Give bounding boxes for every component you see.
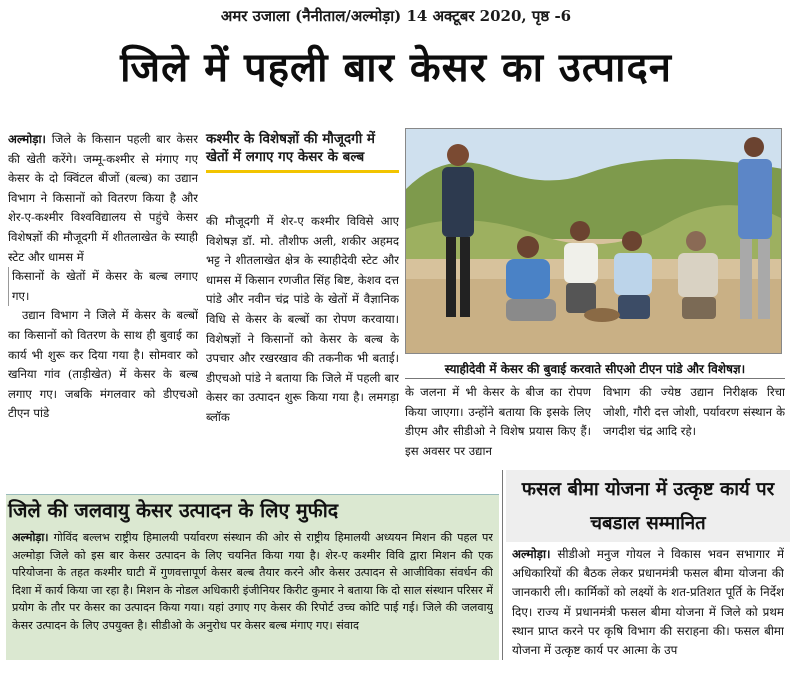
page-headline: जिले में पहली बार केसर का उत्पादन — [120, 45, 672, 91]
story-column-1 — [8, 130, 198, 482]
story-3-body — [512, 545, 784, 680]
caption-rule — [405, 378, 785, 379]
news-photo — [405, 128, 782, 354]
story-text: गोविंद बल्लभ राष्ट्रीय हिमालयी पर्यावरण संस्थान की ओर से राष्ट्रीय हिमालयी अध्ययन मिशन की पहल पर अल्मोड़ा जिले को इस बार केसर उत्पादन के लिए चयनित किया गया है। शेर-ए कश्मीर विवि द्वारा मिशन की एक परियोजना के तहत कश्मीर घाटी में गुणवत्तापूर्ण केसर बल्ब तैयार करने और केसर उत्पादन से आजीविका संवर्धन की दिशा में कार्य किया जा रहा है। मिशन के नोडल अधिकारी इंजीनियर किरीट कुमार ने बताया कि दो साल संस्थान परिसर में प्रयोग के तौर पर केसर का उत्पादन किया गया। यहां उगाए गए केसर की रिपोर्ट उच्च कोटि पाई गई। जिले की जलवायु केसर उत्पादन के लिए उपयुक्त है। सीडीओ के अनुरोध पर केसर बल्ब मंगाए गए। संवाद — [12, 531, 493, 632]
story-column-4 — [603, 383, 785, 467]
story-text: उद्यान विभाग ने जिले में केसर के बल्बों का किसानों को वितरण के साथ ही बुवाई का कार्य भी शुरू कर दिया गया है। सोमवार को खनिया गांव (ताड़ीखेत) में केसर के बल्ब लगाए गए। जबकि मंगलवार को डीएचओ टीएन पांडे — [8, 308, 198, 421]
story-text: किसानों के खेतों में केसर के बल्ब लगाए गए। — [8, 267, 198, 306]
kicker-rule — [206, 170, 399, 173]
seed-basket — [584, 308, 620, 322]
farm-photo-illustration — [406, 129, 782, 354]
story-3-title: फसल बीमा योजना में उत्कृष्ट कार्य पर चबडाल सम्मानित — [521, 479, 775, 534]
column-divider — [502, 470, 503, 660]
story-column-3 — [405, 383, 591, 483]
kicker — [206, 130, 399, 173]
story-text: जिले के किसान पहली बार केसर की खेती करेंगे। जम्मू-कश्मीर से मंगाए गए केसर के दो क्विंटल बीजों (बल्ब) का उद्यान विभाग ने किसानों को वितरण किया है और शेर-ए-कश्मीर विश्वविद्यालय से पहुंचे केसर विशेषज्ञों की मौजूदगी में शीतलाखेत के स्याही स्टेट और धामस में — [8, 132, 198, 264]
dateline: अल्मोड़ा। — [512, 547, 551, 561]
masthead: अमर उजाला (नैनीताल/अल्मोड़ा) 14 अक्टूबर 2020, पृष्ठ -6 — [220, 7, 572, 25]
dateline: अल्मोड़ा। — [12, 530, 49, 544]
kicker-text: कश्मीर के विशेषज्ञों की मौजूदगी में खेतों में लगाए गए केसर के बल्ब — [206, 131, 375, 165]
story-column-2 — [206, 212, 399, 482]
story-text: सीडीओ मनुज गोयल ने विकास भवन सभागार में अधिकारियों की बैठक लेकर प्रधानमंत्री फसल बीमा योजना की जानकारी ली। कार्मिकों को लक्ष्यों के शत-प्रतिशत पूर्ति के निर्देश दिए। राज्य में प्रधानमंत्री फसल बीमा योजना में जिले को प्रथम स्थान प्राप्त करने पर कृषि विभाग की सराहना की। फसल बीमा योजना में उत्कृष्ट कार्य पर आत्मा के उप — [512, 547, 784, 658]
story-2-body — [12, 529, 493, 659]
story-text: की मौजूदगी में शेर-ए कश्मीर विविसे आए विशेषज्ञ डॉ. मो. तौशीफ अली, शकीर अहमद भट्ट ने शीतलाखेत क्षेत्र के स्याहीदेवी स्टेट और धामस में किसान रणजीत सिंह बिष्ट, केशव दत्त पांडे और नवीन चंद्र पांडे के खेतों में वैज्ञानिक विधि से केसर के बल्बों का रोपण करवाया। विशेषज्ञों ने किसानों को केसर के बल्ब के उपचार और रखरखाव की तकनीक भी बताई। डीएचओ पांडे ने बताया कि जिले में पहली बार केसर का उत्पादन शुरू किया गया है। लमगड़ा ब्लॉक — [206, 214, 399, 424]
story-2-title: जिले की जलवायु केसर उत्पादन के लिए मुफीद — [8, 499, 339, 522]
story-text: विभाग की ज्येष्ठ उद्यान निरीक्षक रिचा जोशी, गौरी दत्त जोशी, पर्यावरण संस्थान के जगदीश चंद्र आदि रहे। — [603, 385, 785, 439]
story-text: के जलना में भी केसर के बीज का रोपण किया जाएगा। उन्होंने बताया कि इसके लिए डीएम और सीडीओ ने विशेष प्रयास किए हैं। इस अवसर पर उद्यान — [405, 385, 591, 458]
photo-caption: स्याहीदेवी में केसर की बुवाई करवाते सीएओ टीएन पांडे और विशेषज्ञ। — [444, 362, 746, 376]
dateline: अल्मोड़ा। — [8, 132, 46, 146]
